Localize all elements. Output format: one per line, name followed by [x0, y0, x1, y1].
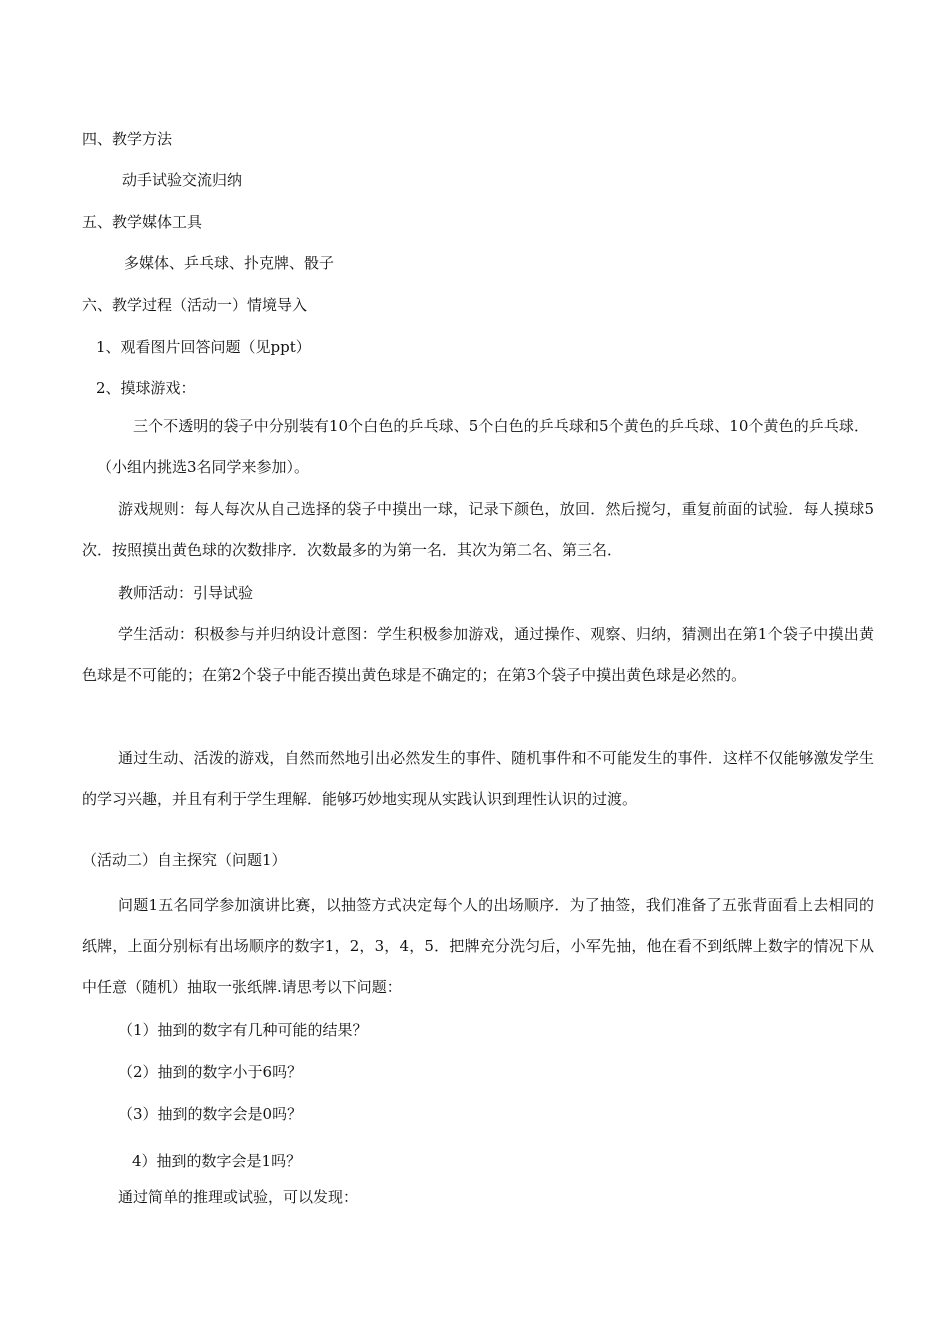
design-intent-paragraph: 通过生动、活泼的游戏，自然而然地引出必然发生的事件、随机事件和不可能发生的事件．这样不仅能够激发学生的学习兴趣，并且有利于学生理解．能够巧妙地实现从实践认识到理性认识的过渡。: [82, 749, 874, 808]
activity-2-heading: （活动二）自主探究（问题1）: [82, 851, 287, 869]
teaching-methods-content: 动手试验交流归纳: [122, 171, 243, 189]
conclusion-intro-text: 通过简单的推理或试验，可以发现：: [118, 1188, 359, 1206]
teacher-activity-text: 教师活动：引导试验: [118, 584, 254, 602]
step-2-text: 2、摸球游戏：: [96, 379, 196, 397]
game-description-paragraph: 三个不透明的袋子中分别装有10个白色的乒乓球、5个白色的乒乓球和5个黄色的乒乓球、10个黄色的乒乓球．（小组内挑选3名同学来参加）。: [97, 417, 869, 476]
problem-1-paragraph: 问题1五名同学参加演讲比赛，以抽签方式决定每个人的出场顺序．为了抽签，我们准备了五张背面看上去相同的纸牌，上面分别标有出场顺序的数字1，2，3，4，5．把牌充分洗匀后，小军先抽，他在看不到纸牌上数字的情况下从中任意（随机）抽取一张纸牌.请思考以下问题：: [82, 896, 874, 996]
teaching-media-content: 多媒体、乒乓球、扑克牌、骰子: [124, 254, 335, 272]
student-activity-paragraph: 学生活动：积极参与并归纳设计意图：学生积极参加游戏，通过操作、观察、归纳，猜测出在第1个袋子中摸出黄色球是不可能的；在第2个袋子中能否摸出黄色球是不确定的；在第3个袋子中摸出黄色球是必然的。: [82, 625, 874, 684]
question-item: （2）抽到的数字小于6吗？: [118, 1063, 303, 1081]
section-heading-teaching-process: 六、教学过程（活动一）情境导入: [82, 296, 308, 314]
question-item: （3）抽到的数字会是0吗？: [118, 1105, 303, 1123]
question-item: （1）抽到的数字有几种可能的结果？: [118, 1021, 368, 1039]
game-rules-paragraph: 游戏规则：每人每次从自己选择的袋子中摸出一球，记录下颜色，放回．然后搅匀，重复前面的试验．每人摸球5次．按照摸出黄色球的次数排序．次数最多的为第一名．其次为第二名、第三名．: [82, 500, 874, 559]
section-heading-teaching-methods: 四、教学方法: [82, 130, 173, 148]
question-item: 4）抽到的数字会是1吗？: [132, 1152, 302, 1170]
section-heading-teaching-media: 五、教学媒体工具: [82, 213, 203, 231]
step-1-text: 1、观看图片回答问题（见ppt）: [96, 338, 311, 356]
